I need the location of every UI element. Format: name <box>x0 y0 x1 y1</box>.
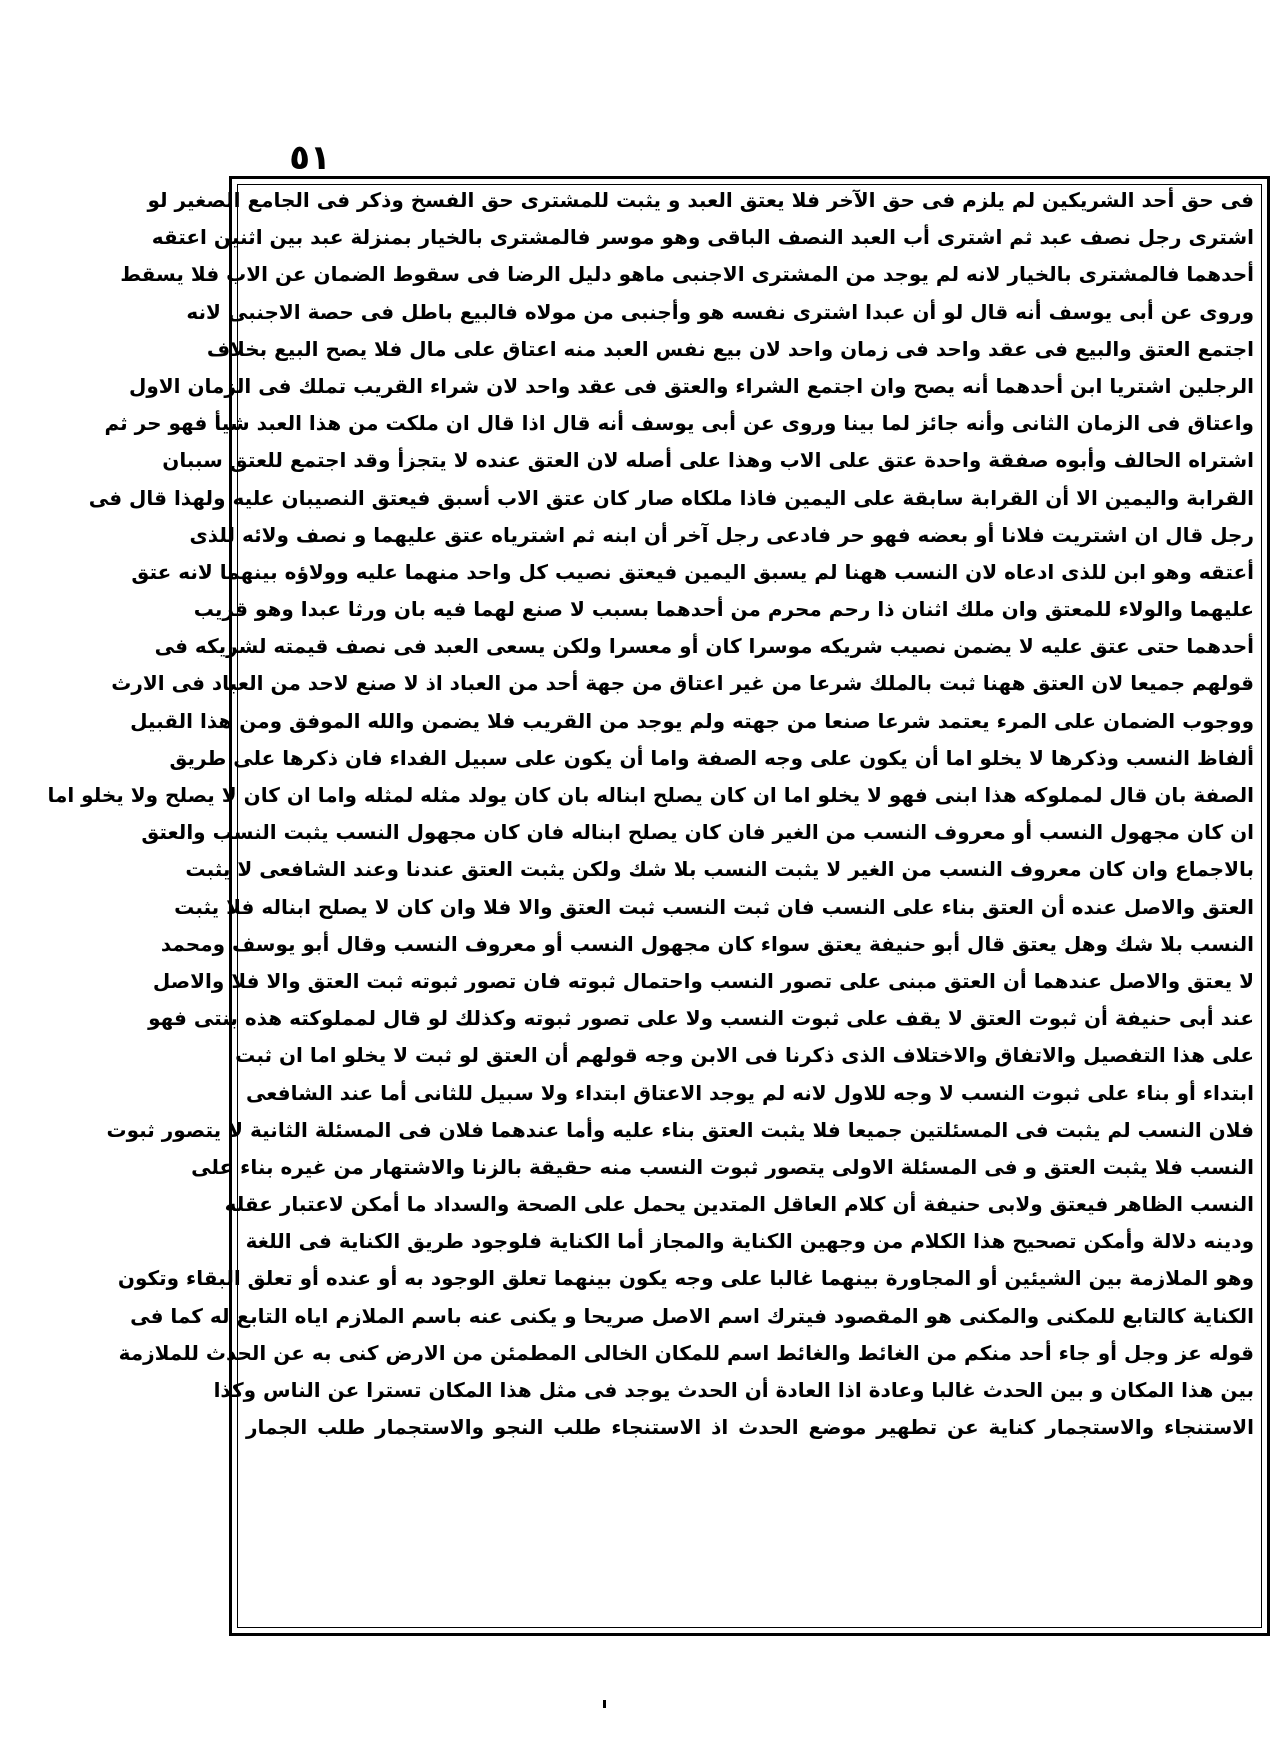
text-line: أعتقه وهو ابن للذى ادعاه لان النسب ههنا لم يسبق اليمين فيعتق نصيب كل واحد منهما عليه وولاؤه بينهما لانه عتق <box>131 559 1254 584</box>
text-line: اشتراه الحالف وأبوه صفقة واحدة عتق على الاب وهذا على أصله لان العتق عنده لا يتجزأ وقد اجتمع للعتق سببان <box>162 448 1254 473</box>
text-line: رجل قال ان اشتريت فلانا أو بعضه فهو حر فادعى رجل آخر أن ابنه ثم اشترياه عتق عليهما و نصف ولائه للذى <box>189 522 1254 547</box>
text-line: على هذا التفصيل والاتفاق والاختلاف الذى ذكرنا فى الابن وجه قولهم أن العتق لو ثبت لا يخلو اما ان ثبت <box>235 1043 1254 1068</box>
text-line: اشترى رجل نصف عبد ثم اشترى أب العبد النصف الباقى وهو موسر فالمشترى بالخيار بمنزلة عبد بين اثنين اعتقه <box>151 225 1254 250</box>
text-line: ألفاظ النسب وذكرها لا يخلو اما أن يكون على وجه الصفة واما أن يكون على سبيل الفداء فان ذكرها على طريق <box>169 745 1254 770</box>
text-line: ودينه دلالة وأمكن تصحيح هذا الكلام من وجهين الكناية والمجاز أما الكناية فلوجود طريق الكناية فى اللغة <box>245 1229 1254 1254</box>
text-line: بين هذا المكان و بين الحدث غالبا وعادة اذا العادة أن الحدث يوجد فى مثل هذا المكان تسترا عن الناس وكذا <box>213 1378 1254 1402</box>
body-text <box>47 176 1254 1636</box>
text-line: قوله عز وجل أو جاء أحد منكم من الغائط والغائط اسم للمكان الخالى المطمئن من الارض كنى به عن الحدث للملازمة <box>118 1340 1254 1365</box>
text-line: النسب فلا يثبت العتق و فى المسئلة الاولى يتصور ثبوت النسب منه حقيقة بالزنا والاشتهار من غيره بناء على <box>191 1154 1254 1179</box>
text-line: قولهم جميعا لان العتق ههنا ثبت بالملك شرعا من غير اعتاق من جهة أحد من العباد اذ لا صنع لاحد من العباد فى الارث <box>111 671 1254 696</box>
text-line: ابتداء أو بناء على ثبوت النسب لا وجه للاول لانه لم يوجد الاعتاق ابتداء ولا سبيل للثانى أما عند الشافعى <box>245 1080 1254 1105</box>
text-line: واعتاق فى الزمان الثانى وأنه جائز لما بينا وروى عن أبى يوسف أنه قال اذا قال ان ملكت من هذا العبد شيأ فهو حر ثم <box>104 411 1254 436</box>
text-line: لا يعتق والاصل عندهما أن العتق مبنى على تصور النسب واحتمال ثبوته فان تصور ثبوته ثبت العتق والا فلا والاصل <box>152 968 1254 993</box>
text-line: أحدهما حتى عتق عليه لا يضمن نصيب شريكه موسرا كان أو معسرا ولكن يسعى العبد فى نصف قيمته لشريكه فى <box>154 634 1254 659</box>
text-line: الرجلين اشتريا ابن أحدهما أنه يصح وان اجتمع الشراء والعتق فى عقد واحد لان شراء القريب تملك فى الزمان الاول <box>128 373 1254 398</box>
page-number: ٥١ <box>289 138 331 178</box>
text-line: ووجوب الضمان على المرء يعتمد شرعا صنعا من جهته ولم يوجد من القريب فلا يضمن والله الموفق ومن هذا القبيل <box>130 708 1254 733</box>
text-line: اجتمع العتق والبيع فى عقد واحد فى زمان واحد لان بيع نفس العبد منه اعتاق على مال فلا يصح البيع بخلاف <box>206 336 1254 361</box>
bottom-ink-mark <box>603 1700 606 1708</box>
text-line: فلان النسب لم يثبت فى المسئلتين جميعا فلا يثبت العتق بناء عليه وأما عندهما فلان فى المسئلة الثانية لا يتصور ثبوت <box>106 1117 1254 1142</box>
text-line: عليهما والولاء للمعتق وان ملك اثنان ذا رحم محرم من أحدهما بسبب لا صنع لهما فيه بان ورثا عبدا وهو قريب <box>193 597 1254 622</box>
text-line: النسب بلا شك وهل يعتق قال أبو حنيفة يعتق سواء كان مجهول النسب أو معروف النسب وقال أبو يوسف ومحمد <box>160 931 1254 956</box>
text-line: النسب الظاهر فيعتق ولابى حنيفة أن كلام العاقل المتدين يحمل على الصحة والسداد ما أمكن لاعتبار عقله <box>224 1192 1254 1217</box>
text-line: الكناية كالتابع للمكنى والمكنى هو المقصود فيترك اسم الاصل صريحا و يكنى عنه باسم الملازم اياه التابع له كما فى <box>130 1303 1254 1328</box>
text-line: أحدهما فالمشترى بالخيار لانه لم يوجد من المشترى الاجنبى ماهو دليل الرضا فى سقوط الضمان عن الاب فلا يسقط <box>120 262 1254 287</box>
text-line: عند أبى حنيفة أن ثبوت العتق لا يقف على ثبوت النسب ولا على تصور ثبوته وكذلك لو قال لمملوكته هذه بنتى فهو <box>148 1006 1254 1031</box>
text-line: الصفة بان قال لمملوكه هذا ابنى فهو لا يخلو اما ان كان يصلح ابناله بان كان يولد مثله لمثله واما ان كان لا يصلح ولا يخلو اما <box>47 783 1254 807</box>
text-line: بالاجماع وان كان معروف النسب من الغير لا يثبت النسب بلا شك ولكن يثبت العتق عندنا وعند الشافعى لا يثبت <box>185 857 1254 882</box>
text-line: وروى عن أبى يوسف أنه قال لو أن عبدا اشترى نفسه هو وأجنبى من مولاه فالبيع باطل فى حصة الاجنبى لانه <box>186 299 1254 324</box>
text-line: العتق والاصل عنده أن العتق بناء على النسب فان ثبت النسب ثبت العتق والا فلا وان كان لا يصلح ابناله فلا يثبت <box>174 894 1254 919</box>
text-line: فى حق أحد الشريكين لم يلزم فى حق الآخر فلا يعتق العبد و يثبت للمشترى حق الفسخ وذكر فى الجامع الصغير لو <box>147 188 1254 212</box>
text-line: الاستنجاء والاستجمار كناية عن تطهير موضع الحدث اذ الاستنجاء طلب النجو والاستجمار طلب الجمار <box>246 1415 1254 1440</box>
text-line: ان كان مجهول النسب أو معروف النسب من الغير فان كان يصلح ابناله فان كان مجهول النسب يثبت النسب والعتق <box>141 820 1254 845</box>
text-line: القرابة واليمين الا أن القرابة سابقة على اليمين فاذا ملكاه صار كان عتق الاب أسبق فيعتق النصيبان عليه ولهذا قال فى <box>88 485 1254 510</box>
text-line: وهو الملازمة بين الشيئين أو المجاورة بينهما غالبا على وجه يكون بينهما تعلق الوجود به أو عنده أو تعلق البقاء وتكون <box>117 1266 1254 1291</box>
